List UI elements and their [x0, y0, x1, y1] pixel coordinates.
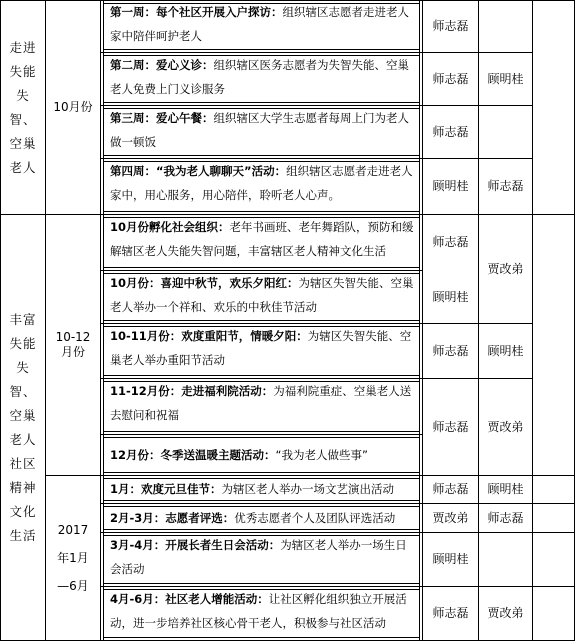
- activity-title: 第四周：“我为老人聊聊天”活动：: [110, 164, 287, 178]
- activity-row: [104, 106, 419, 158]
- section2-topic-text: 丰富失能失智、空巢老人社区精神文化生活: [9, 311, 37, 543]
- activity-body: 组织辖区大学生志愿者每周上门为老人做一顿饭: [110, 111, 409, 149]
- section2-topic: [1, 215, 45, 640]
- section3-period-text: 2017年1月—6月: [57, 523, 89, 593]
- person-name: 贾改弟: [487, 606, 524, 620]
- activity-body: 组织辖区志愿者走进老人家中，用心服务，用心陪伴，聆听老人心声。: [110, 164, 413, 202]
- person-name: 顾明桂: [432, 289, 469, 304]
- activity-body: 为辖区老人举办一场文艺演出活动: [221, 482, 395, 496]
- activity-title: 第二周：爱心义诊：: [110, 58, 214, 72]
- activity-title: 10-11月份：欢度重阳节，情暖夕阳：: [110, 329, 308, 343]
- activity-title: 3月-4月：开展长者生日会活动：: [110, 538, 281, 552]
- person-cell: [423, 324, 478, 378]
- activity-body: 为福利院重症、空巢老人送去慰问和祝福: [110, 384, 412, 422]
- activity-body: 组织辖区志愿者走进老人家中陪伴呵护老人: [110, 5, 409, 43]
- activity-title: 10月份：喜迎中秋节，欢乐夕阳红：: [110, 276, 299, 290]
- activity-title: 第三周：爱心午餐：: [110, 111, 214, 125]
- section1-period-text: 10月份: [53, 100, 93, 114]
- supervisor-cell: [479, 215, 532, 323]
- supervisor-cell: [479, 587, 532, 640]
- person-name: 师志磊: [432, 482, 469, 496]
- section1-topic-text: 走进失能失智、空巢老人: [9, 39, 37, 175]
- person-name: 师志磊: [432, 419, 469, 434]
- person-name: 师志磊: [487, 510, 524, 525]
- section2-period-text: 10-12月份: [55, 330, 91, 359]
- activity-body: “我为老人做些事”: [275, 448, 368, 462]
- activity-row: [104, 215, 419, 270]
- person-name: 师志磊: [432, 343, 469, 358]
- activity-title: 11-12月份：走进福利院活动：: [110, 384, 274, 398]
- activity-title: 2月-3月：志愿者评选：: [110, 511, 235, 525]
- supervisor-cell: [479, 159, 532, 214]
- activity-row: [104, 0, 419, 52]
- person-name: 贾改弟: [432, 510, 469, 525]
- person-cell: [423, 379, 478, 475]
- activity-row: [104, 476, 419, 503]
- person-name: 顾明桂: [432, 179, 469, 193]
- person-name: 顾明桂: [432, 552, 469, 566]
- person-name: 顾明桂: [487, 343, 524, 358]
- activity-row: [104, 379, 419, 434]
- activity-title: 第一周：每个社区开展入户探访：: [110, 5, 283, 19]
- person-cell: [423, 504, 478, 532]
- activity-body: 优秀志愿者个人及团队评选活动: [234, 511, 396, 525]
- activity-body: 为辖区失智失能、空巢老人举办重阳节活动: [110, 329, 412, 367]
- person-cell: [423, 271, 478, 323]
- supervisor-cell: [479, 476, 532, 503]
- activity-title: 4月-6月：社区老人增能活动：: [110, 592, 269, 606]
- supervisor-cell: [479, 379, 532, 475]
- person-cell: [423, 159, 478, 214]
- person-name: 顾明桂: [487, 72, 524, 86]
- activity-body: 为辖区老人举办一场生日会活动: [110, 538, 407, 576]
- person-cell: [423, 533, 478, 586]
- person-name: 师志磊: [432, 235, 469, 249]
- person-cell: [423, 53, 478, 105]
- activity-row: [104, 504, 419, 532]
- activity-body: 为辖区失智失能、空巢老人举办一个祥和、欢乐的中秋佳节活动: [110, 276, 414, 314]
- supervisor-cell: [479, 504, 532, 532]
- activity-body: 组织辖区医务志愿者为失智失能、空巢老人免费上门义诊服务: [110, 58, 409, 96]
- section1-topic: [1, 1, 45, 214]
- person-name: 师志磊: [432, 19, 469, 33]
- section2-period: [46, 215, 100, 475]
- activity-title: 10月份孵化社会组织：: [110, 220, 230, 234]
- person-name: 贾改弟: [487, 419, 524, 434]
- person-cell: [423, 106, 478, 158]
- activity-body: 让社区孵化组织独立开展活动，进一步培养社区核心骨干老人，积极参与社区活动: [110, 592, 407, 630]
- section1-period: [46, 1, 100, 214]
- activity-title: 12月份：冬季送温暖主题活动：: [110, 448, 276, 462]
- person-cell: [423, 1, 478, 52]
- person-name: 师志磊: [487, 179, 524, 193]
- activity-row: [104, 533, 419, 586]
- supervisor-cell: [479, 1, 532, 158]
- activity-row: [104, 324, 419, 378]
- activity-row: [104, 587, 419, 640]
- person-name: 师志磊: [432, 124, 469, 139]
- person-cell: [423, 215, 478, 270]
- activity-row: [104, 271, 419, 323]
- activity-title: 1月：欢度元旦佳节：: [110, 482, 222, 496]
- person-name: 师志磊: [432, 606, 469, 620]
- person-cell: [423, 476, 478, 503]
- activity-body: 老年书画班、老年舞蹈队，预防和缓解辖区老人失能失智问题，丰富辖区老人精神文化生活: [110, 220, 414, 258]
- activity-row: [104, 53, 419, 105]
- activity-row: [104, 159, 419, 214]
- person-cell: [423, 587, 478, 640]
- person-name: 师志磊: [432, 71, 469, 86]
- person-name: 顾明桂: [487, 482, 524, 496]
- activity-row: [104, 435, 419, 475]
- person-name: 贾改弟: [487, 261, 524, 276]
- section3-period: [46, 476, 100, 640]
- supervisor-cell: [479, 324, 532, 378]
